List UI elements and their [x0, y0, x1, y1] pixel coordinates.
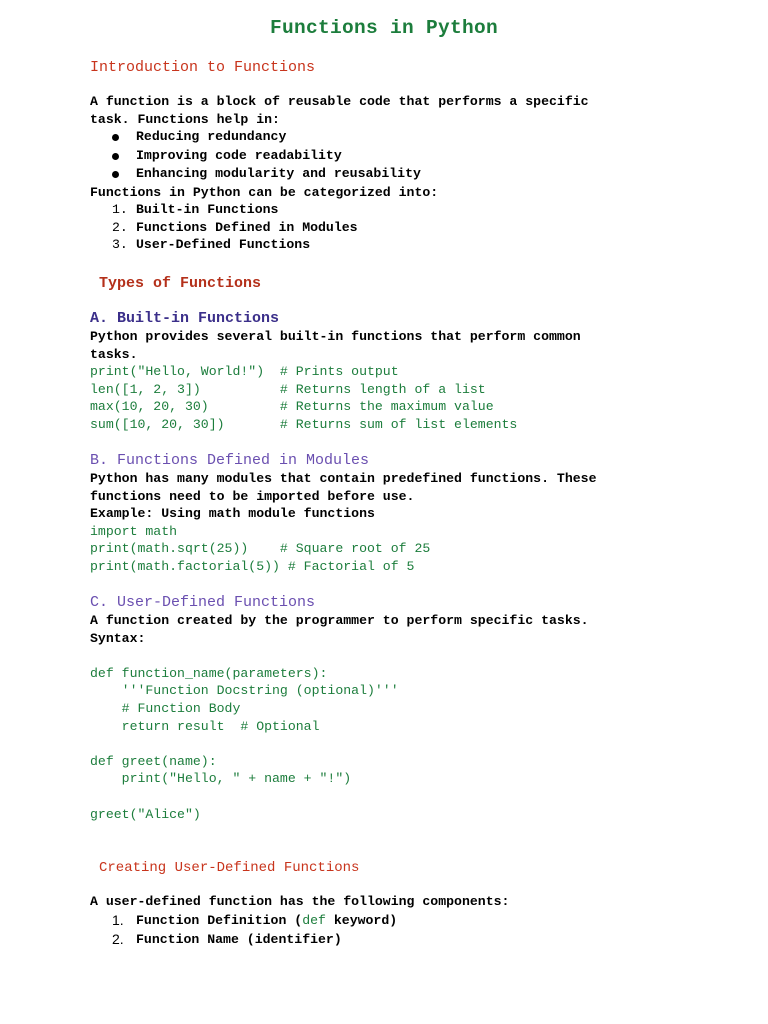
list-item: Improving code readability	[90, 147, 730, 166]
code-line: import math	[90, 523, 178, 539]
blank-line	[90, 735, 730, 753]
creating-heading-wrap	[99, 859, 739, 877]
categories-list	[90, 201, 730, 254]
code-line: print("Hello, World!") # Prints output	[90, 364, 399, 380]
modules-desc-line2: functions need to be imported before use.	[90, 488, 415, 504]
user-defined-section	[90, 594, 730, 823]
builtin-section	[90, 310, 730, 434]
page-title: Functions in Python	[269, 17, 499, 39]
list-item: Reducing redundancy	[90, 128, 730, 147]
code-line: print(math.sqrt(25)) # Square root of 25	[90, 541, 431, 557]
builtin-heading: A. Built-in Functions	[90, 310, 280, 327]
code-line: return result # Optional	[90, 718, 320, 734]
intro-para-line1: A function is a block of reusable code that performs a specific	[90, 94, 589, 109]
modules-desc-line1: Python has many modules that contain predefined functions. These	[90, 471, 597, 486]
bullet-icon	[112, 153, 119, 160]
list-item: 2. Function Name (identifier)	[112, 931, 342, 948]
creating-desc: A user-defined function has the following components:	[90, 894, 510, 909]
benefits-list	[90, 128, 730, 184]
blank-line	[90, 647, 730, 665]
code-line: print("Hello, " + name + "!")	[90, 771, 352, 787]
code-line: print(math.factorial(5)) # Factorial of 5	[90, 558, 415, 574]
intro-heading: Introduction to Functions	[90, 59, 316, 76]
syntax-label: Syntax:	[90, 630, 146, 646]
creating-section	[90, 893, 730, 950]
intro-para-line2: task. Functions help in:	[90, 111, 280, 127]
builtin-desc-line1: Python provides several built-in functions that perform common	[90, 329, 581, 344]
builtin-desc-line2: tasks.	[90, 346, 138, 362]
bullet-icon	[112, 134, 119, 141]
bullet-icon	[112, 171, 119, 178]
components-list	[90, 911, 730, 950]
list-item: 2. Functions Defined in Modules	[112, 219, 358, 235]
intro-heading-wrap	[90, 59, 730, 77]
user-defined-desc: A function created by the programmer to perform specific tasks.	[90, 613, 589, 628]
list-item: 1. Built-in Functions	[112, 202, 279, 218]
list-item: Enhancing modularity and reusability	[90, 165, 730, 184]
blank-line	[90, 788, 730, 806]
intro-section	[90, 93, 730, 254]
user-defined-heading: C. User-Defined Functions	[90, 594, 316, 611]
categories-intro: Functions in Python can be categorized into:	[90, 184, 439, 200]
list-item: 1. Function Definition (def keyword)	[112, 911, 398, 928]
code-line: # Function Body	[90, 700, 241, 716]
code-line: greet("Alice")	[90, 806, 201, 822]
types-heading: Types of Functions	[99, 275, 262, 292]
types-heading-wrap	[99, 275, 739, 293]
creating-heading: Creating User-Defined Functions	[99, 860, 360, 876]
code-line: len([1, 2, 3]) # Returns length of a list	[90, 381, 486, 397]
modules-section	[90, 452, 730, 576]
code-line: def greet(name):	[90, 753, 217, 769]
modules-heading: B. Functions Defined in Modules	[90, 452, 370, 469]
keyword-def: def	[302, 912, 326, 928]
code-line: max(10, 20, 30) # Returns the maximum value	[90, 399, 494, 415]
modules-example-label: Example: Using math module functions	[90, 506, 375, 522]
code-line: '''Function Docstring (optional)'''	[90, 683, 399, 699]
list-item: 3. User-Defined Functions	[112, 237, 311, 253]
code-line: def function_name(parameters):	[90, 665, 328, 681]
code-line: sum([10, 20, 30]) # Returns sum of list elements	[90, 416, 518, 432]
